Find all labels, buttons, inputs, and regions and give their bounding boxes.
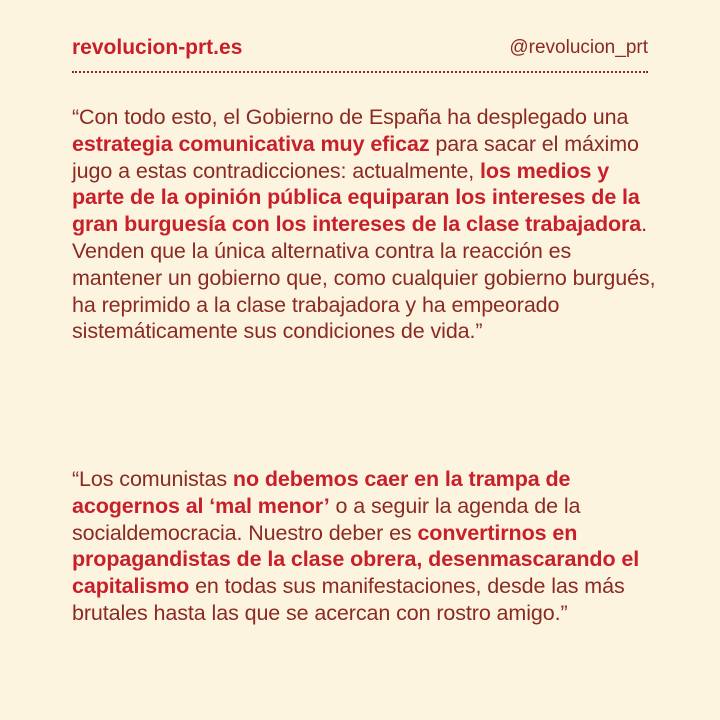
- quote1-text-2: para sacar el máximo jugo a estas contradicciones: actualmente,: [72, 131, 639, 183]
- quote2-highlight-2: convertirnos en propagandistas de la clase obrera, desenmascarando el capitalismo: [72, 520, 640, 599]
- quote1-text-3: . Venden que la única alternativa contra la reacción es mantener un gobierno que, como cualquier gobierno burgués, ha reprimido a la clase trabajadora y ha empeorado sistemáticamente sus condiciones de vida.”: [72, 212, 656, 344]
- quote-paragraph-2: [72, 466, 662, 627]
- quote1-highlight-2: los medios y parte de la opinión pública equiparan los intereses de la gran burguesía con los intereses de la clase trabajadora: [72, 158, 642, 237]
- quote2-text-2: o a seguir la agenda de la socialdemocracia. Nuestro deber es: [72, 493, 581, 545]
- quote1-highlight-1: estrategia comunicativa muy eficaz: [72, 131, 430, 156]
- quote2-text-1: “Los comunistas: [72, 467, 233, 491]
- quote1-text-1: “Con todo esto, el Gobierno de España ha desplegado una: [72, 105, 629, 129]
- site-name[interactable]: revolucion-prt.es: [72, 36, 243, 59]
- dotted-divider: [72, 71, 648, 73]
- social-handle[interactable]: @revolucion_prt: [509, 37, 648, 58]
- header: [72, 30, 648, 66]
- quote2-highlight-1: no debemos caer en la trampa de acogernos al ‘mal menor’: [72, 467, 571, 518]
- quote2-text-3: en todas sus manifestaciones, desde las más brutales hasta las que se acercan con rostro amigo.”: [72, 574, 625, 625]
- quote-paragraph-1: [72, 104, 662, 345]
